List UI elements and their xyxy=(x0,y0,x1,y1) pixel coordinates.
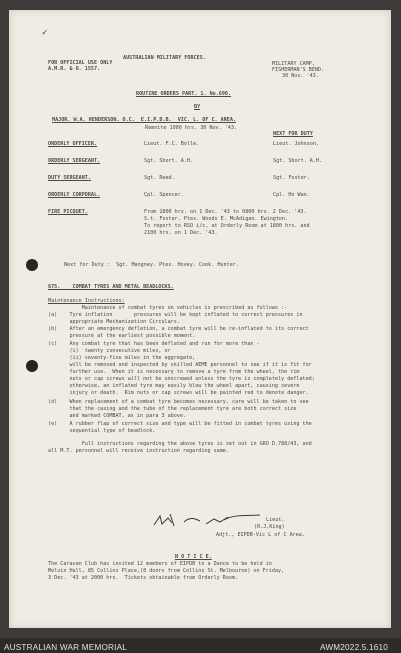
punch-hole xyxy=(26,259,38,271)
order-675-line: Maintenance of combat tyres on vehicles is prescribed as follows :- xyxy=(48,305,288,311)
footer-accession: AWM2022.5.1610 xyxy=(320,643,389,652)
order-675-line: (i) twenty consecutive miles, or xyxy=(48,348,171,354)
order-675-line: (c) Any combat tyre that has been deflated and run for more than - xyxy=(48,341,260,347)
fire-picquet-line: From 1800 hrs. on 1 Dec. '43 to 0800 hrs. 2 Dec. '43. xyxy=(144,209,307,215)
order-675-line: (a) Tyre inflation pressures will be kept inflated to correct pressures in xyxy=(48,312,303,318)
order-675-line: nuts or cap screws will not be unscrewed unless the tyre is completely deflated; xyxy=(48,376,315,382)
order-675-closing: Full instructions regarding the above tyres is set out in GRO D.788/43, and xyxy=(48,441,312,447)
duty-current-orderly-corporal: Cpl. Spencer. xyxy=(144,192,184,198)
duty-current-orderly-officer: Lieut. F.C. Bolle. xyxy=(144,141,200,147)
notice-line: The Caravan Club has invited 12 members of EIPDB to a Dance to be held in xyxy=(48,561,272,567)
notice-title: N O T I C E. xyxy=(175,554,212,560)
fire-picquet-label: FIRE PICQUET. xyxy=(48,209,88,215)
fire-picquet-line: S.t. Foster. Ptes. Woods E. McAdigan. Ewington. xyxy=(144,216,289,222)
signature-rank: Lieut. xyxy=(266,517,285,523)
punch-hole xyxy=(26,360,38,372)
order-675-line: and marked COMBAT, as in para 3 above. xyxy=(48,413,187,419)
signature-name: (R.J.King) xyxy=(254,524,285,530)
signature-appointment: Adjt., EIPDB-Vic L of C Area. xyxy=(216,532,305,538)
classification-line-2: A.M.R. & O. 1557. xyxy=(48,66,101,72)
duty-label-orderly-officer: ORDERLY OFFICER. xyxy=(48,141,98,147)
classification-line-1: FOR OFFICIAL USE ONLY xyxy=(48,60,113,66)
duty-time-header: Remnite 1000 hrs. 30 Nov. '43. xyxy=(145,125,238,131)
duty-next-orderly-officer: Lieut. Johnson. xyxy=(273,141,320,147)
duty-next-orderly-corporal: Cpl. Ho Wan. xyxy=(273,192,310,198)
fire-picquet-line: To report to RSO i/c, at Orderly Room at 1800 hrs. and xyxy=(144,223,310,229)
duty-next-duty-sergeant: Sgt. Foster. xyxy=(273,175,310,181)
duty-current-duty-sergeant: Sgt. Reed. xyxy=(144,175,175,181)
order-675-line: injury or death. Rim nuts or cap screws will be painted red to denote danger. xyxy=(48,390,309,396)
order-675-line: (ii) seventy-five miles in the aggregate, xyxy=(48,355,196,361)
order-675-line: (d) When replacement of a combat tyre becomes necessary, care will be taken to see xyxy=(48,399,309,405)
notice-line: Melvin Hall, 85 Collins Place,(8 doors from Collins St. Melbourne) on Friday, xyxy=(48,568,285,574)
notice-line: 3 Dec. '43 at 2000 hrs. Tickets obtainable from Orderly Room. xyxy=(48,575,239,581)
fire-picquet-line: 2100 hrs. on 1 Dec. '43. xyxy=(144,230,218,236)
order-675-heading: 675. COMBAT TYRES AND METAL BEADLOCKS. xyxy=(48,284,174,290)
order-675-line: will be removed and inspected by skilled AEME personnel to see if it is fit for xyxy=(48,362,312,368)
order-675-line: pressure at the earliest possible moment. xyxy=(48,333,196,339)
order-675-line: further use. When it is necessary to remove a tyre from the wheel, the rim xyxy=(48,369,300,375)
duty-current-orderly-sergeant: Sgt. Short. A.H. xyxy=(144,158,194,164)
order-by: BY xyxy=(194,104,201,110)
footer-institution: AUSTRALIAN WAR MEMORIAL xyxy=(4,643,128,652)
order-675-closing: all M.T. personnel will receive instruction regarding same. xyxy=(48,448,229,454)
order-675-line: (b) After an emergency deflation, a combat tyre will be re-inflated to its correct xyxy=(48,326,309,332)
duty-next-orderly-sergeant: Sgt. Short. A.H. xyxy=(273,158,323,164)
ink-mark: ✓ xyxy=(42,28,48,38)
duty-label-orderly-corporal: ORDERLY CORPORAL. xyxy=(48,192,101,198)
order-675-line: sequential type of beadlock. xyxy=(48,428,156,434)
order-date: 30 Nov. '43. xyxy=(282,73,319,79)
order-675-line: (e) A rubber flap of correct size and type will be fitted in combat tyres using the xyxy=(48,421,312,427)
order-675-line: otherwise, an inflated tyre may easily blow the wheel apart, causing severe xyxy=(48,383,300,389)
duty-label-orderly-sergeant: ORDERLY SERGEANT. xyxy=(48,158,101,164)
order-675-line: that the casing and the tube of the replacement tyre are both correct size xyxy=(48,406,297,412)
location-line-1: MILITARY CAMP, xyxy=(272,61,315,67)
order-675-line: appropriate Mechanization Circulars. xyxy=(48,319,180,325)
handwritten-signature xyxy=(150,510,270,532)
commander-line: MAJOR. W.A. HENDERSON. O.C. E.I.P.D.B. VIC. L. OF C. AREA. xyxy=(52,117,237,123)
duty-label-duty-sergeant: DUTY SERGEANT. xyxy=(48,175,91,181)
maintenance-subheading: Maintenance Instructions: xyxy=(48,298,125,304)
force-name: AUSTRALIAN MILITARY FORCES. xyxy=(123,55,206,61)
next-for-duty-header: NEXT FOR DUTY xyxy=(273,131,313,137)
order-title: ROUTINE ORDERS PART. 1. No.690. xyxy=(136,91,232,97)
next-for-duty-line: Next for Duty : Sgt. Mangney. Ptes. Hovey. Cook. Hunter. xyxy=(64,262,239,268)
location-line-2: FISHERMAN'S BEND. xyxy=(272,67,325,73)
